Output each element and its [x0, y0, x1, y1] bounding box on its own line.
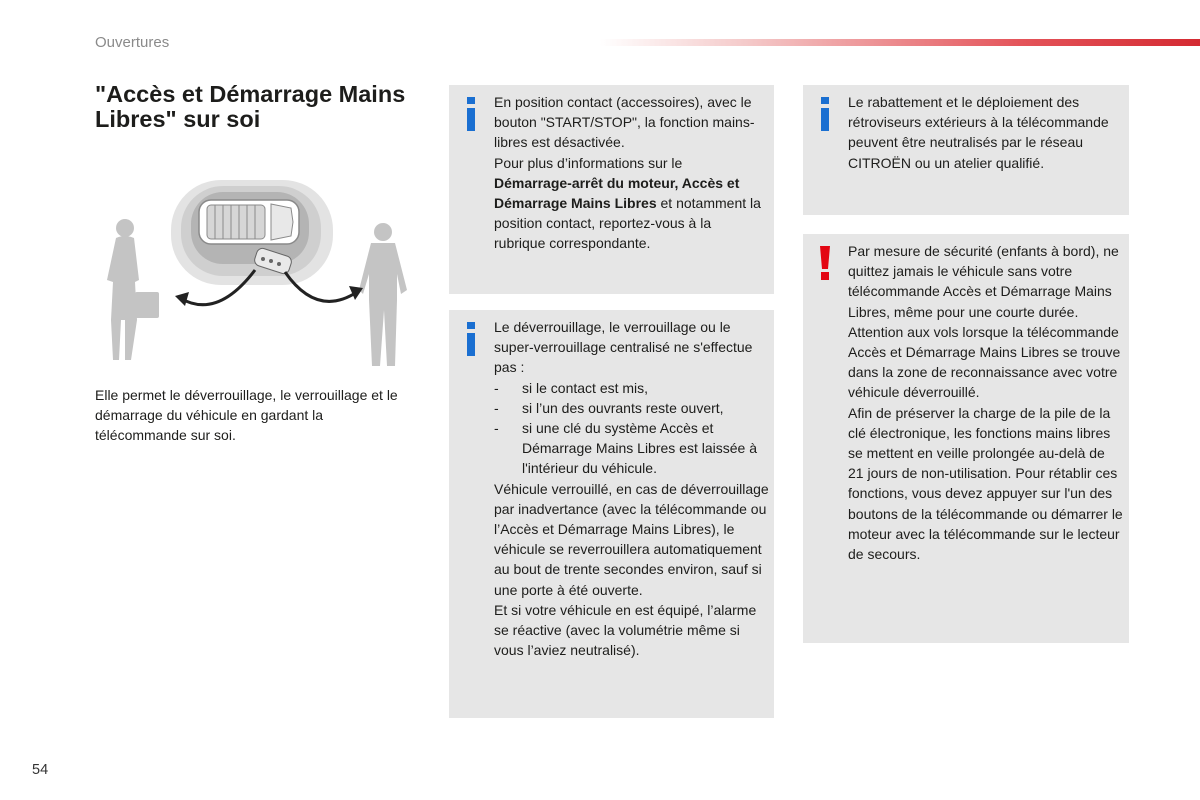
info-box-verrouillage [449, 310, 774, 718]
hands-free-illustration [95, 170, 425, 370]
warning-icon [818, 246, 832, 280]
car-top-view-icon [199, 200, 299, 244]
info-icon [818, 97, 832, 131]
info-icon [464, 97, 478, 131]
intro-paragraph: Elle permet le déverrouillage, le verrouillage et le démarrage du véhicule en gardant la télécommande sur soi. [95, 387, 398, 443]
info-box-retroviseurs [803, 85, 1129, 215]
info-box-text: Le rabattement et le déploiement des rétroviseurs extérieurs à la télécommande peuvent être neutralisés par le réseau CITROËN ou un atelier qualifié. [848, 94, 1109, 171]
arrow-left-head-icon [175, 292, 189, 306]
link-demarrage: Démarrage-arrêt du moteur, Accès et Démarrage Mains Libres [494, 174, 740, 212]
info-icon [464, 322, 478, 356]
list-item: - si l’un des ouvrants reste ouvert, [494, 399, 724, 416]
arrow-right-head-icon [349, 286, 363, 300]
warning-box-text: Par mesure de sécurité (enfants à bord), ne quittez jamais le véhicule sans votre télécommande Accès et Démarrage Mains Libres, même pour une courte durée. Attention aux vols lorsque la télécommande Accès et Démarrage Mains Libres se trouve dans la zone de reconnaissance avec votre véhicule déverrouillé. Afin de préserver la charge de la pile de la clé électronique, les fonctions mains libres se mettent en veille prolongée au-delà de 21 jours de non-utilisation. Pour rétablir ces fonctions, vous devez appuyer sur l'un des boutons de la télécommande ou démarrer le moteur avec la télécommande sur le lecteur de secours. [848, 243, 1123, 563]
header-accent-bar [600, 39, 1200, 46]
info-box-text: Le déverrouillage, le verrouillage ou le super-verrouillage centralisé ne s'effectue pas : - si le contact est mis, - si l’un des ouvrants reste ouvert, - si une clé du système Accès et Démarrage Mains Libres est laissée à l'intérieur du véhicule. Véhicule verrouillé, en cas de déverrouillage par inadvertance (avec la télécommande ou l’Accès et Démarrage Mains Libres), le véhicule se reverrouillera automatiquement au bout de trente secondes environ, sauf si une porte à été ouverte. Et si votre véhicule en est équipé, l’alarme se réactive (avec la volumétrie même si vous l’aviez neutralisé). [494, 319, 769, 659]
list-item: - si une clé du système Accès et Démarrage Mains Libres est laissée à l'intérieur du véhicule. [494, 420, 757, 477]
section-title: Ouvertures [95, 34, 170, 51]
warning-box-securite [803, 234, 1129, 643]
list-item: - si le contact est mis, [494, 379, 649, 396]
man-silhouette [359, 223, 407, 366]
woman-silhouette [107, 219, 159, 360]
page-title: "Accès et Démarrage Mains Libres" sur soi [95, 81, 406, 132]
info-box-text: En position contact (accessoires), avec le bouton "START/STOP", la fonction mains-libres est désactivée. Pour plus d’informations sur le Démarrage-arrêt du moteur, Accès et Démarrage Mains Libres et notamment la position contact, reportez-vous à la rubrique correspondante. [494, 94, 761, 252]
info-box-mains-libres [449, 85, 774, 294]
page-number: 54 [32, 762, 49, 778]
